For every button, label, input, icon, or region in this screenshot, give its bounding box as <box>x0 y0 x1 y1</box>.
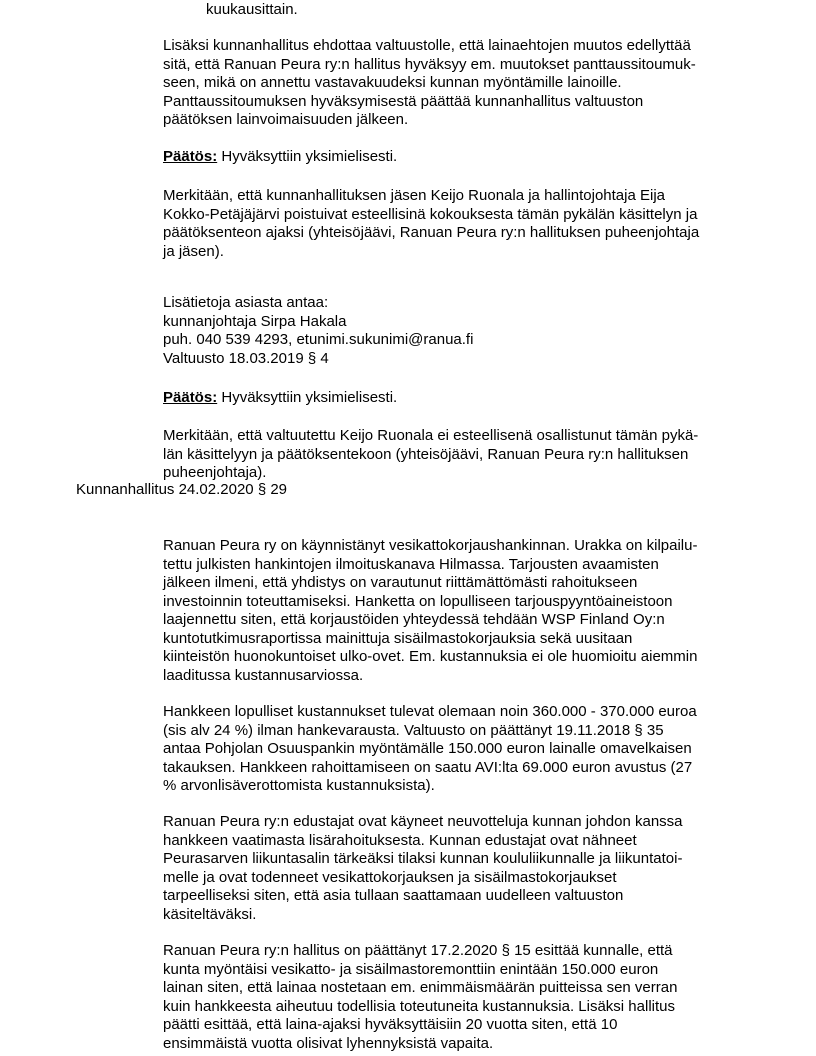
decision-text: Hyväksyttiin yksimielisesti. <box>217 389 398 406</box>
paragraph-board-proposal <box>163 942 783 1053</box>
paragraph-additional-proposal <box>163 37 783 130</box>
text-line: päätöksenteon ajaksi (yhteisöjäävi, Ranuan Peura ry:n hallituksen puheenjohtaja <box>163 224 700 241</box>
text-line: hankkeen vaatimasta lisärahoituksesta. Kunnan edustajat ovat nähneet <box>163 831 637 849</box>
text-line: ensimmäistä vuotta olisivat lyhennyksistä vapaita. <box>163 1034 494 1052</box>
decision-label: Päätös: <box>163 389 218 406</box>
text-line: Merkitään, että valtuutettu Keijo Ruonala ei esteellisenä osallistunut tämän pykä- <box>163 427 699 444</box>
text-line: päätöksen lainvoimaisuuden jälkeen. <box>163 111 409 128</box>
decision-text: Hyväksyttiin yksimielisesti. <box>217 148 398 165</box>
text-line: kunnanjohtaja Sirpa Hakala <box>163 312 347 330</box>
text-line: takauksen. Hankkeen rahoittamiseen on saatu AVI:lta 69.000 euron avustus (27 <box>163 758 693 776</box>
paragraph-note-1 <box>163 187 783 261</box>
section-heading: Kunnanhallitus 24.02.2020 § 29 <box>76 481 288 498</box>
text-line: Peurasarven liikuntasalin tärkeäksi tilaksi kunnan koululiikunnalle ja liikuntatoi- <box>163 850 683 867</box>
text-line: kiinteistön huonokuntoiset ulko-ovet. Em. kustannuksia ei ole huomioitu aiemmin <box>163 648 698 665</box>
paragraph-decision-2 <box>163 389 783 408</box>
text-line: seen, mikä on annettu vastavakuudeksi kunnan myöntämille lainoille. <box>163 74 622 91</box>
text-line: Lisätietoja asiasta antaa: <box>163 294 329 311</box>
text-line: lainan siten, että lainaa nostetaan em. enimmäismäärän puitteissa sen verran <box>163 979 678 996</box>
text-line: puheenjohtaja). <box>163 464 267 481</box>
text-line: kuukausittain. <box>206 1 298 18</box>
text-line: län käsittelyyn ja päätöksentekoon (yhteisöjäävi, Ranuan Peura ry:n hallituksen <box>163 445 689 463</box>
text-line: Hankkeen lopulliset kustannukset tulevat olemaan noin 360.000 - 370.000 euroa <box>163 703 697 720</box>
text-line: jälkeen ilmeni, että yhdistys on varautunut riittämättömästi rahoitukseen <box>163 574 638 591</box>
text-line: Kokko-Petäjäjärvi poistuivat esteellisinä kokouksesta tämän pykälän käsittelyn ja <box>163 205 698 223</box>
text-line: Ranuan Peura ry:n hallitus on päättänyt 17.2.2020 § 15 esittää kunnalle, että <box>163 942 673 959</box>
paragraph-contact <box>163 294 783 368</box>
text-line: (sis alv 24 %) ilman hankevarausta. Valtuusto on päättänyt 19.11.2018 § 35 <box>163 721 664 739</box>
paragraph-background <box>163 537 783 685</box>
text-line: Merkitään, että kunnanhallituksen jäsen Keijo Ruonala ja hallintojohtaja Eija <box>163 187 665 204</box>
decision-line <box>163 389 783 408</box>
paragraph-costs <box>163 703 783 796</box>
paragraph-intro-end <box>206 1 816 20</box>
paragraph-note-2 <box>163 427 783 483</box>
text-line: investoinnin toteuttamiseksi. Hanketta on lopulliseen tarjouspyyntöaineistoon <box>163 592 673 610</box>
text-line: päätti esittää, että laina-ajaksi hyväksyttäisiin 20 vuotta siten, että 10 <box>163 1016 618 1033</box>
decision-label: Päätös: <box>163 148 218 165</box>
text-line: puh. 040 539 4293, etunimi.sukunimi@ranua.fi <box>163 331 474 348</box>
text-line: Ranuan Peura ry on käynnistänyt vesikattokorjaushankinnan. Urakka on kilpailu- <box>163 537 698 554</box>
text-line: Panttaussitoumuksen hyväksymisestä päättää kunnanhallitus valtuuston <box>163 92 644 110</box>
text-line: Valtuusto 18.03.2019 § 4 <box>163 349 329 367</box>
text-line: kuin hankkeesta aiheutuu todellisia toteutuneita kustannuksia. Lisäksi hallitus <box>163 997 675 1015</box>
text-line: % arvonlisäverottomista kustannuksista). <box>163 777 435 794</box>
text-line: tettu julkisten hankintojen ilmoituskanava Hilmassa. Tarjousten avaamisten <box>163 555 659 573</box>
text-line: Lisäksi kunnanhallitus ehdottaa valtuustolle, että lainaehtojen muutos edellyttää <box>163 37 691 54</box>
decision-line <box>163 148 783 167</box>
text-line: Ranuan Peura ry:n edustajat ovat käyneet neuvotteluja kunnan johdon kanssa <box>163 813 683 830</box>
text-line: kuntotutkimusraportissa mainittuja sisäilmastokorjauksia sekä uusitaan <box>163 629 633 647</box>
text-line: kunta myöntäisi vesikatto- ja sisäilmastoremonttiin enintään 150.000 euron <box>163 960 659 978</box>
text-line: käsiteltäväksi. <box>163 905 257 923</box>
paragraph-negotiations <box>163 813 783 924</box>
text-line: antaa Pohjolan Osuuspankin myöntämälle 150.000 euron lainalle omavelkaisen <box>163 740 692 757</box>
text-line: melle ja ovat todenneet vesikattokorjauksen ja sisäilmastokorjaukset <box>163 868 617 886</box>
text-line: tarpeelliseksi siten, että asia tullaan saattamaan uudelleen valtuuston <box>163 887 624 904</box>
text-line: ja jäsen). <box>163 242 224 260</box>
text-line: laaditussa kustannusarviossa. <box>163 666 364 684</box>
text-line: sitä, että Ranuan Peura ry:n hallitus hyväksyy em. muutokset panttaussitoumuk- <box>163 55 696 73</box>
text-line: laajennettu siten, että korjaustöiden yhteydessä tehdään WSP Finland Oy:n <box>163 611 665 628</box>
paragraph-decision-1 <box>163 148 783 167</box>
